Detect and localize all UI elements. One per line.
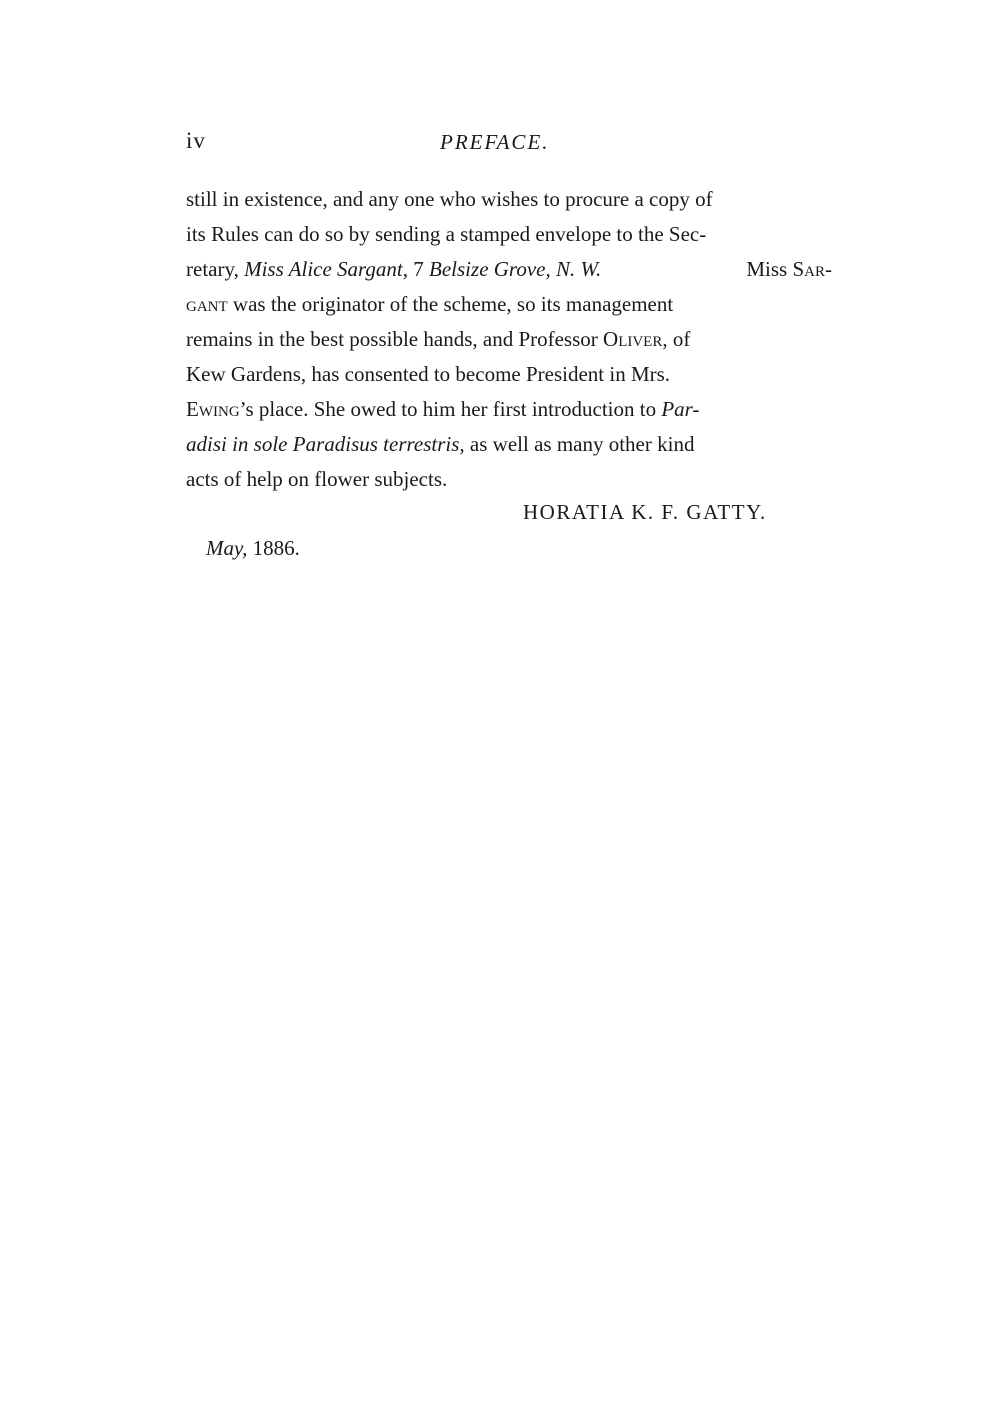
page-number: iv bbox=[186, 128, 206, 153]
small-caps-name: gant bbox=[186, 292, 228, 316]
line-text: retary, bbox=[186, 257, 245, 281]
line-segment bbox=[186, 322, 690, 357]
text-line bbox=[186, 427, 832, 462]
text-line bbox=[186, 182, 832, 217]
line-text: as well as many other kind bbox=[464, 432, 695, 456]
running-title: PREFACE. bbox=[440, 130, 550, 154]
small-caps-name: Ewing bbox=[186, 397, 240, 421]
text-line bbox=[186, 322, 832, 357]
line-text: 7 bbox=[408, 257, 430, 281]
small-caps-name: Sar- bbox=[792, 257, 832, 281]
line-segment bbox=[186, 392, 699, 427]
line-text: Kew Gardens, has consented to become President in Mrs. bbox=[186, 362, 671, 386]
page-header bbox=[186, 128, 832, 164]
preface-paragraph bbox=[186, 182, 832, 497]
line-text: its Rules can do so by sending a stamped envelope to the Sec- bbox=[186, 222, 707, 246]
line-text: still in existence, and any one who wishes to procure a copy of bbox=[186, 187, 713, 211]
line-text: remains in the best possible hands, and Professor bbox=[186, 327, 604, 351]
text-line bbox=[186, 462, 832, 497]
line-text: ’s place. She owed to him her first introduction to bbox=[239, 397, 662, 421]
book-title: Par- bbox=[661, 397, 700, 421]
secretary-name: Miss Alice Sargant, bbox=[244, 257, 409, 281]
line-segment bbox=[186, 427, 694, 462]
text-line bbox=[186, 252, 832, 287]
text-line bbox=[186, 287, 832, 322]
line-segment bbox=[746, 252, 832, 287]
date-month: May, bbox=[206, 536, 248, 560]
text-line bbox=[186, 357, 832, 392]
book-title: adisi in sole Paradisus terrestris, bbox=[186, 432, 465, 456]
text-line bbox=[186, 217, 832, 252]
signature: HORATIA K. F. GATTY. bbox=[523, 500, 767, 524]
dateline bbox=[206, 536, 300, 561]
text-line bbox=[186, 392, 832, 427]
line-text: Miss bbox=[746, 257, 793, 281]
date-year: 1886. bbox=[247, 536, 300, 560]
line-segment bbox=[186, 252, 601, 287]
small-caps-name: Oliver bbox=[603, 327, 663, 351]
line-segment bbox=[186, 287, 673, 322]
line-text: , of bbox=[662, 327, 691, 351]
line-text: acts of help on flower subjects. bbox=[186, 467, 448, 491]
secretary-address: Belsize Grove, N. W. bbox=[429, 257, 602, 281]
line-text: was the originator of the scheme, so its management bbox=[227, 292, 674, 316]
